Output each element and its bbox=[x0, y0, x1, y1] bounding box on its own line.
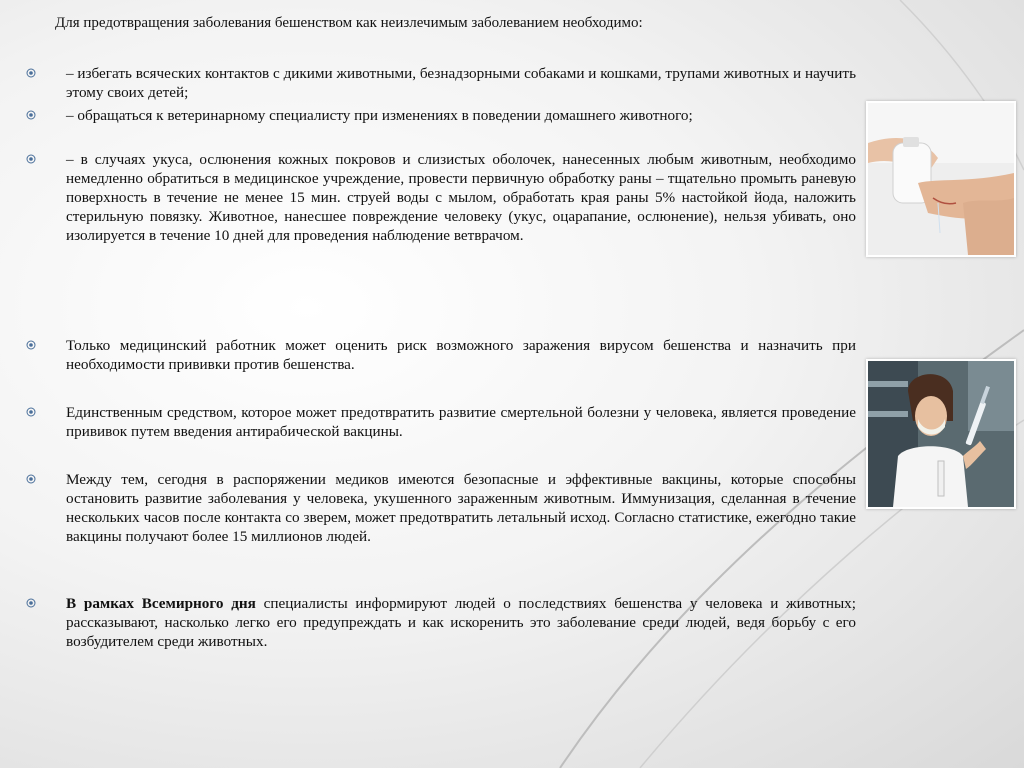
list-item bbox=[66, 470, 856, 546]
list-item bbox=[66, 64, 856, 102]
list-item bbox=[66, 150, 856, 245]
list-item-text: специалисты информируют людей о последствиях бешенства у человека и животных; рассказывают, насколько легко его предупреждать и как искоренить это заболевание среди людей, ведя борьбу с его возбудителем среди животных. bbox=[66, 595, 856, 650]
list-item bbox=[66, 594, 856, 651]
list-item-text: Единственным средством, которое может предотвратить развитие смертельной болезни у человека, является проведение прививок путем введения антирабической вакцины. bbox=[66, 404, 856, 440]
circle-dot-bullet-icon bbox=[26, 407, 36, 417]
circle-dot-bullet-icon bbox=[26, 340, 36, 350]
circle-dot-bullet-icon bbox=[26, 598, 36, 608]
medic-vaccine-photo bbox=[866, 359, 1016, 509]
list-item bbox=[66, 336, 856, 374]
circle-dot-bullet-icon bbox=[26, 110, 36, 120]
wound-washing-photo bbox=[866, 101, 1016, 257]
list-item bbox=[66, 106, 856, 125]
list-item-text: – обращаться к ветеринарному специалисту при изменениях в поведении домашнего животного; bbox=[66, 107, 693, 124]
list-item-text: Только медицинский работник может оценить риск возможного заражения вирусом бешенства и назначить при необходимости прививки против бешенства. bbox=[66, 337, 856, 373]
circle-dot-bullet-icon bbox=[26, 154, 36, 164]
circle-dot-bullet-icon bbox=[26, 474, 36, 484]
list-item-text: – в случаях укуса, ослюнения кожных покровов и слизистых оболочек, нанесенных любым животным, необходимо немедленно обратиться в медицинское учреждение, провести первичную обработку раны – тщательно промыть раневую поверхность в течение не менее 15 мин. струей воды с мылом, обработать края раны 5% настойкой йода, наложить стерильную повязку. Животное, нанесшее повреждение человеку (укус, оцарапание, ослюнение), нельзя убивать, оно изолируется в течение 10 дней для проведения наблюдение ветврачом. bbox=[66, 151, 856, 244]
circle-dot-bullet-icon bbox=[26, 68, 36, 78]
page-title: Для предотвращения заболевания бешенством как неизлечимым заболеванием необходимо: bbox=[55, 15, 643, 31]
list-item-text: – избегать всяческих контактов с дикими животными, безнадзорными собаками и кошками, трупами животных и научить этому своих детей; bbox=[66, 65, 856, 101]
emphasis-text: В рамках Всемирного дня bbox=[66, 595, 256, 612]
list-item-text: Между тем, сегодня в распоряжении медиков имеются безопасные и эффективные вакцины, которые способны остановить развитие заболевания у человека, укушенного зараженным животным. Иммунизация, сделанная в течение нескольких часов после контакта со зверем, может предотвратить летальный исход. Согласно статистике, ежегодно такие вакцины получают более 15 миллионов людей. bbox=[66, 471, 856, 545]
list-item bbox=[66, 403, 856, 441]
